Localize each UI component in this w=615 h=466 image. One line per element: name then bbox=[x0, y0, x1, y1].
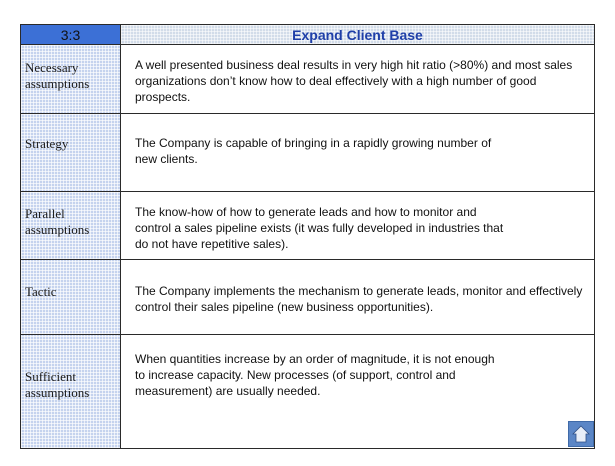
row-divider bbox=[21, 259, 594, 260]
row-text-tactic: The Company implements the mechanism to generate leads, monitor and effectively control their sales pipeline (new business opportunities). bbox=[135, 284, 583, 314]
row-text-strategy: The Company is capable of bringing in a rapidly growing number of new clients. bbox=[135, 136, 492, 166]
home-icon bbox=[572, 425, 590, 443]
row-divider bbox=[21, 191, 594, 192]
table-title: Expand Client Base bbox=[121, 25, 594, 45]
row-label-strategy: Strategy bbox=[25, 136, 69, 151]
slide-number: 3:3 bbox=[21, 25, 121, 45]
row-label-sufficient-assumptions: Sufficient assumptions bbox=[25, 369, 90, 400]
row-text-parallel-assumptions: The know-how of how to generate leads and how to monitor and control a sales pipeline exists (it was fully developed in industries that do not have repetitive sales). bbox=[135, 205, 504, 251]
home-button[interactable] bbox=[568, 421, 594, 447]
row-text-necessary-assumptions: A well presented business deal results in very high hit ratio (>80%) and most sales organizations don’t know how to deal effectively with a high number of good prospects. bbox=[135, 58, 573, 104]
row-label-necessary-assumptions: Necessary assumptions bbox=[25, 60, 90, 91]
row-divider bbox=[21, 334, 594, 335]
row-label-parallel-assumptions: Parallel assumptions bbox=[25, 206, 90, 237]
row-text-sufficient-assumptions: When quantities increase by an order of magnitude, it is not enough to increase capacity. New processes (of support, control and measurement) are usually needed. bbox=[135, 352, 495, 398]
row-divider bbox=[21, 113, 594, 114]
assumption-table bbox=[20, 24, 595, 449]
row-label-tactic: Tactic bbox=[25, 284, 57, 299]
